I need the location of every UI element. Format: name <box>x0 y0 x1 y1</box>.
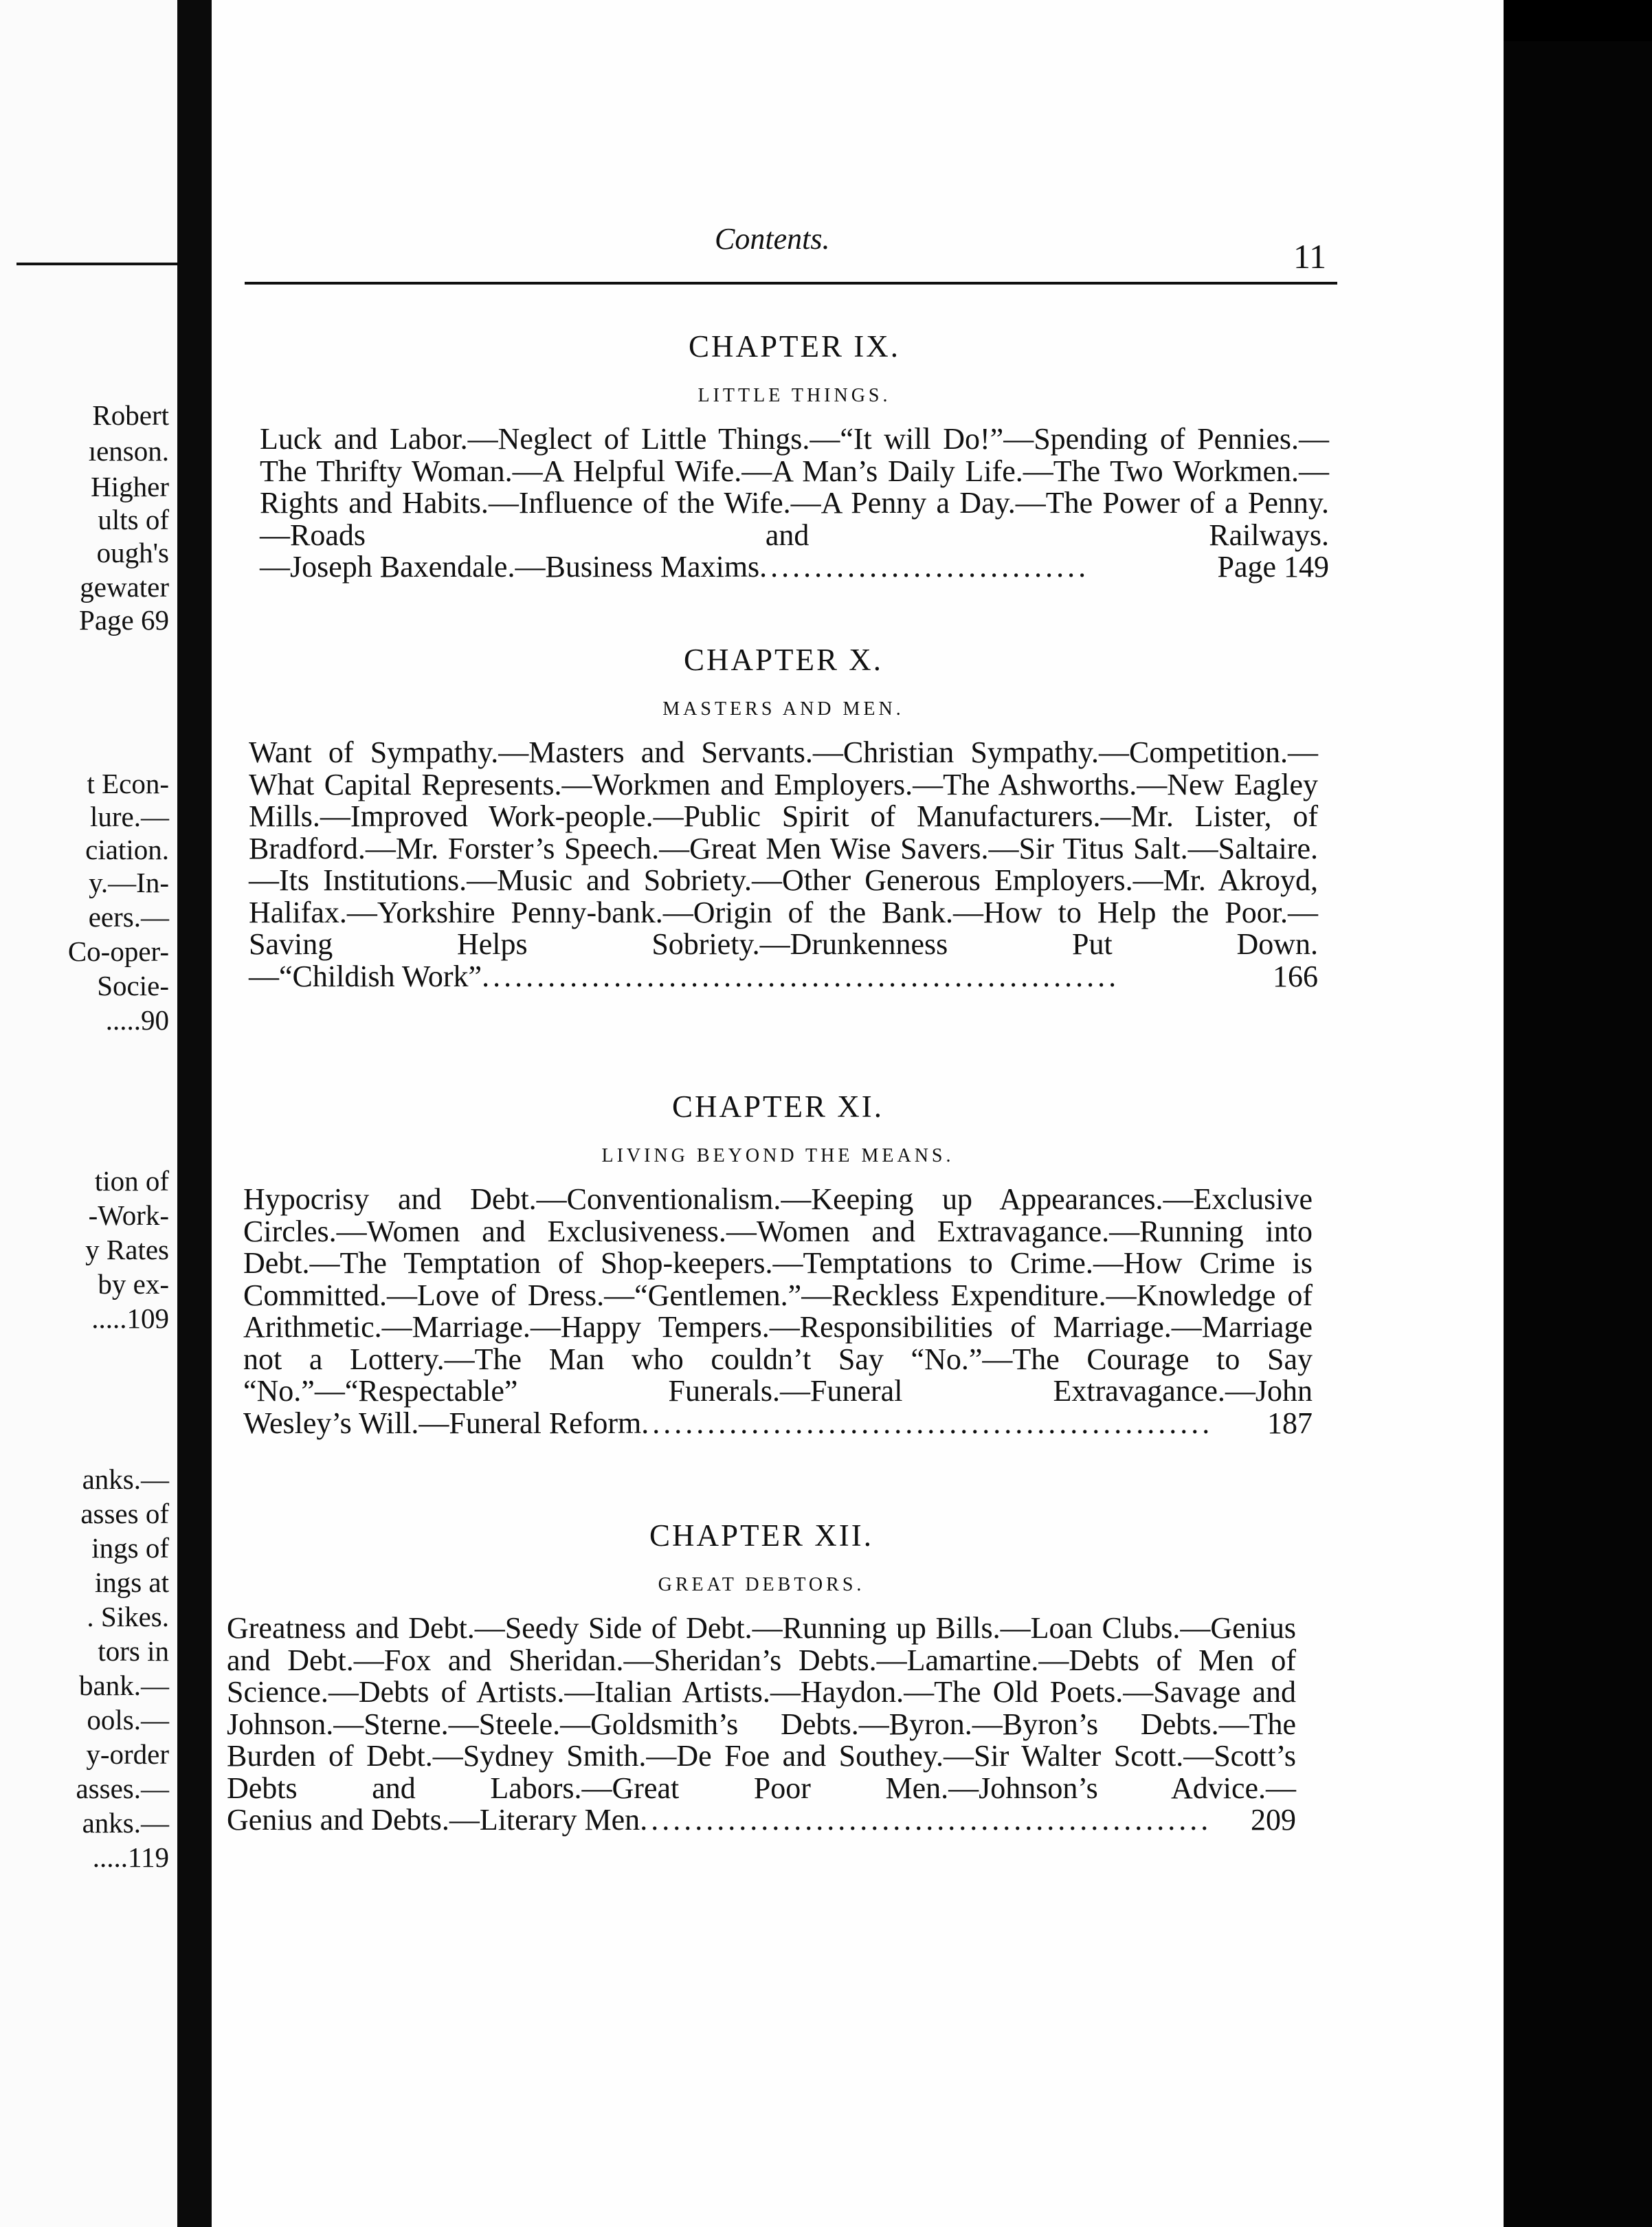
chapter-last-line-text: —“Childish Work” <box>249 959 482 993</box>
chapter-last-line <box>260 551 1329 584</box>
left-text-line: -Work- <box>88 1199 169 1231</box>
page-reference: Page 149 <box>1217 550 1329 584</box>
chapter-heading: CHAPTER X. <box>683 643 884 677</box>
chapter-heading: CHAPTER XII. <box>649 1518 873 1553</box>
chapter-entry <box>260 329 1329 584</box>
leader-dots: .......................................................... <box>482 959 1120 993</box>
leader-dots: .............................. <box>759 550 1090 584</box>
left-text-line: ciation. <box>85 834 169 865</box>
left-text-line: ults of <box>98 504 169 535</box>
chapter-entry <box>243 1089 1313 1439</box>
chapter-subtitle: GREAT DEBTORS. <box>658 1574 865 1595</box>
left-text-line: asses.— <box>76 1773 169 1804</box>
left-text-line: .....119 <box>92 1841 169 1873</box>
page-edge-shadow <box>1504 41 1652 2227</box>
chapter-last-line <box>243 1408 1313 1440</box>
book-gutter <box>177 0 212 2227</box>
left-text-line: Robert <box>92 399 169 431</box>
left-text-line: Socie- <box>97 970 169 1001</box>
chapter-last-line-text: —Joseph Baxendale.—Business Maxims <box>260 550 760 584</box>
chapter-summary <box>227 1613 1296 1804</box>
chapter-entry <box>249 642 1318 993</box>
chapter-summary <box>243 1184 1313 1408</box>
left-text-line: .....90 <box>105 1004 169 1036</box>
facing-page-fragment <box>0 0 177 2227</box>
chapter-subtitle: LITTLE THINGS. <box>697 385 891 406</box>
left-text-line: ings of <box>91 1532 169 1564</box>
chapter-entry <box>227 1518 1296 1837</box>
chapter-summary-text: Luck and Labor.—Neglect of Little Things.—“It will Do!”—Spending of Pennies.—The Thrifty Woman.—A Helpful Wife.—A Man’s Daily Life.—The Two Workmen.—Rights and Habits.—Influence of the Wife.—A Penny a Day.—The Power of a Penny.—Roads and Railways. <box>260 422 1329 552</box>
left-text-line: anks.— <box>82 1463 169 1495</box>
left-text-line: y Rates <box>85 1234 169 1265</box>
left-text-line: y-order <box>86 1738 169 1770</box>
left-text-line: Co-oper- <box>67 935 169 967</box>
left-text-line: tion of <box>94 1165 169 1197</box>
left-text-line: y.—In- <box>89 867 169 898</box>
left-text-line: asses of <box>80 1498 169 1529</box>
left-text-line: t Econ- <box>87 768 169 799</box>
chapter-heading: CHAPTER IX. <box>688 329 900 364</box>
left-text-line: . Sikes. <box>87 1601 169 1632</box>
chapter-heading: CHAPTER XI. <box>671 1089 884 1124</box>
left-page-rule <box>16 263 177 265</box>
chapter-subtitle: LIVING BEYOND THE MEANS. <box>601 1145 955 1166</box>
left-text-line: ings at <box>94 1566 169 1598</box>
page-number: 11 <box>1293 237 1327 276</box>
left-text-line: by ex- <box>98 1268 169 1300</box>
page-reference: 187 <box>1267 1406 1313 1440</box>
leader-dots: .................................................... <box>640 1803 1212 1837</box>
chapter-last-line <box>227 1804 1296 1837</box>
chapter-summary-text: Greatness and Debt.—Seedy Side of Debt.—Running up Bills.—Loan Clubs.—Genius and Debt.—Fox and Sheridan.—Sheridan’s Debts.—Lamartine.—Debts of Men of Science.—Debts of Artists.—Italian Artists.—Haydon.—The Old Poets.—Savage and Johnson.—Sterne.—Steele.—Goldsmith’s Debts.—Byron.—Byron’s Debts.—The Burden of Debt.—Sydney Smith.—De Foe and Southey.—Sir Walter Scott.—Scott’s Debts and Labors.—Great Poor Men.—Johnson’s Advice.— <box>227 1611 1296 1805</box>
left-text-line: Page 69 <box>79 604 169 636</box>
left-text-line: eers.— <box>88 901 169 933</box>
running-title: Contents. <box>715 222 830 256</box>
page-reference: 166 <box>1273 959 1318 993</box>
chapter-summary <box>260 423 1329 551</box>
left-text-line: ough's <box>96 537 169 568</box>
left-text-line: anks.— <box>82 1807 169 1839</box>
left-text-line: Higher <box>91 471 169 502</box>
left-text-line: ools.— <box>87 1704 169 1736</box>
chapter-last-line-text: Wesley’s Will.—Funeral Reform <box>243 1406 642 1440</box>
header-rule <box>245 282 1337 285</box>
left-text-line: .....109 <box>91 1303 169 1334</box>
chapter-summary-text: Want of Sympathy.—Masters and Servants.—Christian Sympathy.—Competition.—What Capital Represents.—Workmen and Employers.—The Ashworths.—New Eagley Mills.—Improved Work-people.—Public Spirit of Manufacturers.—Mr. Lister, of Bradford.—Mr. Forster’s Speech.—Great Men Wise Savers.—Sir Titus Salt.—Saltaire.—Its Institutions.—Music and Sobriety.—Other Generous Employers.—Mr. Akroyd, Halifax.—Yorkshire Penny-bank.—Origin of the Bank.—How to Help the Poor.—Saving Helps Sobriety.—Drunkenness Put Down. <box>249 735 1318 961</box>
chapter-subtitle: MASTERS AND MEN. <box>662 698 904 720</box>
chapter-summary-text: Hypocrisy and Debt.—Conventionalism.—Keeping up Appearances.—Exclusive Circles.—Women and Exclusiveness.—Women and Extravagance.—Running into Debt.—The Temptation of Shop-keepers.—Temptations to Crime.—How Crime is Committed.—Love of Dress.—“Gentlemen.”—Reckless Expenditure.—Knowledge of Arithmetic.—Marriage.—Happy Tempers.—Responsibilities of Marriage.—Marriage not a Lottery.—The Man who couldn’t Say “No.”—The Courage to Say “No.”—“Respectable” Funerals.—Funeral Extravagance.—John <box>243 1182 1313 1408</box>
left-text-line: tors in <box>98 1635 169 1667</box>
chapter-last-line-text: Genius and Debts.—Literary Men <box>227 1803 640 1837</box>
page-reference: 209 <box>1251 1803 1296 1837</box>
left-text-line: bank.— <box>79 1670 169 1701</box>
left-text-line: lure.— <box>90 801 169 832</box>
chapter-summary <box>249 737 1318 961</box>
chapter-last-line <box>249 961 1318 993</box>
left-text-line: gewater <box>80 571 169 603</box>
left-text-line: ıenson. <box>88 435 169 467</box>
leader-dots: .................................................... <box>641 1406 1214 1440</box>
